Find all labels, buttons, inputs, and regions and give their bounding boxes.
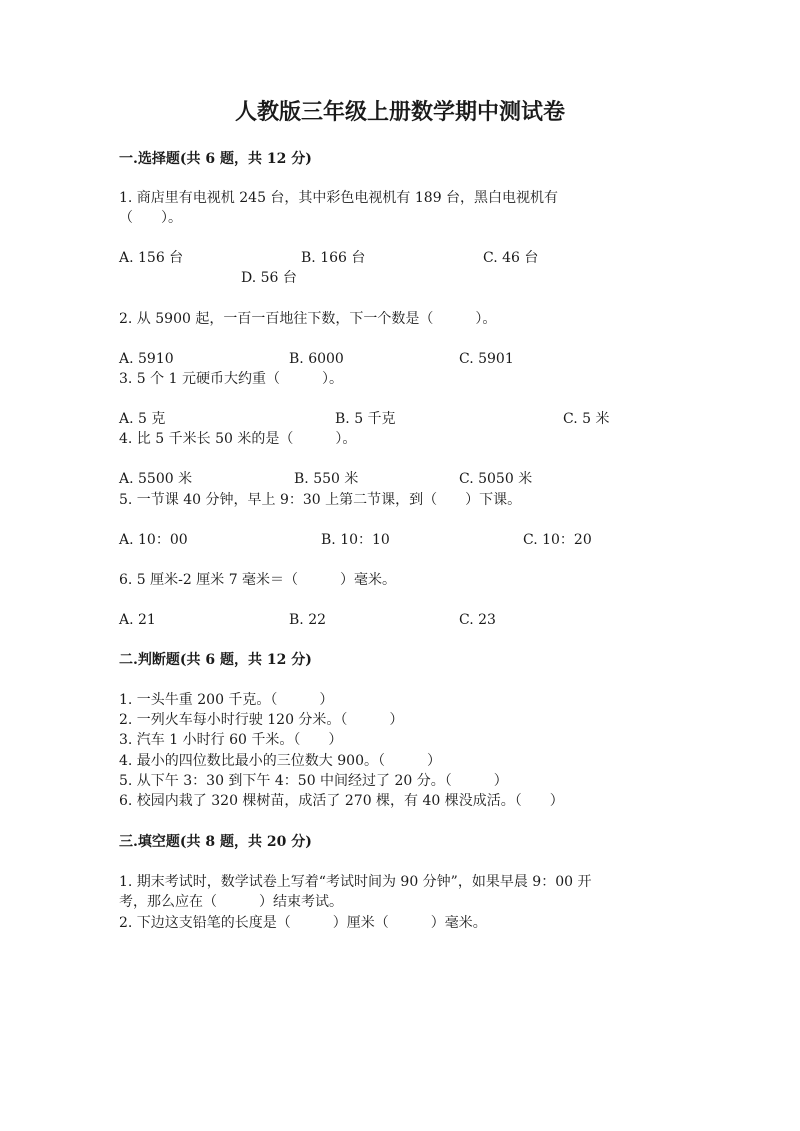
question-1-text-cont: （ ）。 xyxy=(119,210,182,226)
option-b: B. 6000 xyxy=(289,351,344,367)
question-2-text: 2. 从 5900 起，一百一百地往下数，下一个数是（ ）。 xyxy=(119,311,497,327)
option-c: C. 5 米 xyxy=(563,411,610,427)
question-3-text: 3. 5 个 1 元硬币大约重（ ）。 xyxy=(119,371,343,387)
option-c: C. 5901 xyxy=(459,351,514,367)
judgement-item: 2. 一列火车每小时行驶 120 分米。（ ） xyxy=(119,712,404,728)
fill-question-1-text-cont: 考，那么应在（ ）结束考试。 xyxy=(119,894,343,910)
option-a: A. 5910 xyxy=(119,351,174,367)
section-heading-choice: 一.选择题(共 6 题，共 12 分) xyxy=(119,151,312,167)
option-c: C. 5050 米 xyxy=(459,471,533,487)
question-5-text: 5. 一节课 40 分钟，早上 9：30 上第二节课，到（ ）下课。 xyxy=(119,492,522,508)
judgement-item: 5. 从下午 3：30 到下午 4：50 中间经过了 20 分。（ ） xyxy=(119,773,508,789)
question-4-text: 4. 比 5 千米长 50 米的是（ ）。 xyxy=(119,431,357,447)
option-a: A. 21 xyxy=(119,612,156,628)
option-a: A. 5500 米 xyxy=(119,471,193,487)
option-c: C. 23 xyxy=(459,612,496,628)
judgement-item: 3. 汽车 1 小时行 60 千米。（ ） xyxy=(119,732,343,748)
option-b: B. 166 台 xyxy=(301,250,366,266)
fill-question-1-text: 1. 期末考试时，数学试卷上写着“考试时间为 90 分钟”，如果早晨 9：00 开 xyxy=(119,874,592,890)
question-6-text: 6. 5 厘米-2 厘米 7 毫米＝（ ）毫米。 xyxy=(119,572,397,588)
option-c: C. 10：20 xyxy=(523,532,592,548)
option-b: B. 5 千克 xyxy=(335,411,396,427)
option-a: A. 5 克 xyxy=(119,411,166,427)
judgement-item: 4. 最小的四位数比最小的三位数大 900。（ ） xyxy=(119,753,441,769)
option-b: B. 22 xyxy=(289,612,327,628)
fill-question-2-text: 2. 下边这支铅笔的长度是（ ）厘米（ ）毫米。 xyxy=(119,915,487,931)
option-d: D. 56 台 xyxy=(241,270,297,286)
section-heading-judgement: 二.判断题(共 6 题，共 12 分) xyxy=(119,652,312,668)
judgement-item: 1. 一头牛重 200 千克。（ ） xyxy=(119,692,334,708)
option-b: B. 550 米 xyxy=(294,471,359,487)
option-c: C. 46 台 xyxy=(483,250,539,266)
option-b: B. 10：10 xyxy=(321,532,390,548)
question-1-text: 1. 商店里有电视机 245 台，其中彩色电视机有 189 台，黑白电视机有 xyxy=(119,190,559,206)
page-title: 人教版三年级上册数学期中测试卷 xyxy=(234,99,565,125)
option-a: A. 10：00 xyxy=(119,532,188,548)
section-heading-fill-blank: 三.填空题(共 8 题，共 20 分) xyxy=(119,834,312,850)
option-a: A. 156 台 xyxy=(119,250,184,266)
judgement-item: 6. 校园内栽了 320 棵树苗，成活了 270 棵，有 40 棵没成活。（ ） xyxy=(119,793,564,809)
